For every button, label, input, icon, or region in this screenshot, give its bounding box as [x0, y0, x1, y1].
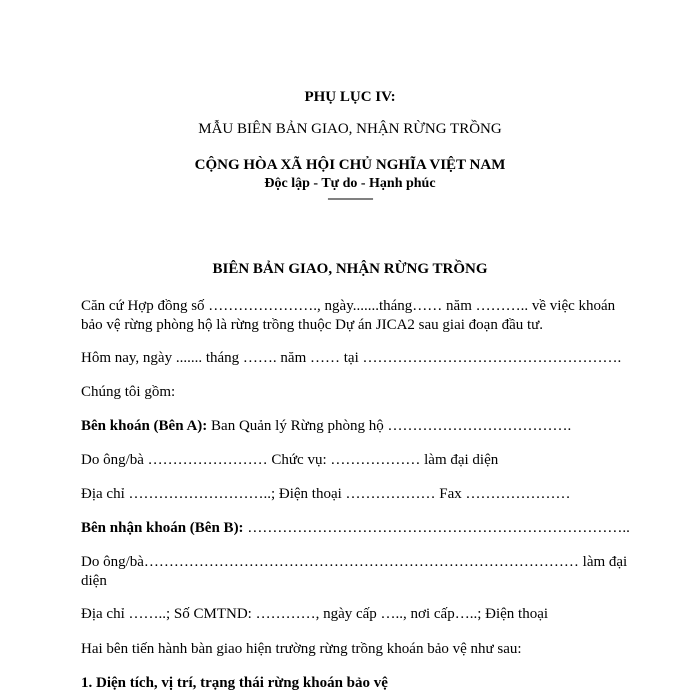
party-a-address: Địa chỉ ………………………..; Điện thoại ……………… Fax ………………… [81, 486, 571, 502]
national-motto: Độc lập - Tự do - Hạnh phúc [264, 176, 436, 191]
handover-intro: Hai bên tiến hành bàn giao hiện trường rừng trồng khoán bảo vệ như sau: [81, 641, 522, 657]
party-b-line [81, 519, 630, 537]
attendees-intro: Chúng tôi gồm: [81, 384, 176, 400]
document-title: BIÊN BẢN GIAO, NHẬN RỪNG TRỒNG [212, 261, 488, 277]
basis-line-1: Căn cứ Hợp đồng số …………………., ngày.......tháng…… năm ……….. về việc khoán [81, 298, 616, 314]
party-b-representative-line-1: Do ông/bà…………………………………………………………………………… làm đại [81, 554, 628, 570]
party-a-line [81, 417, 571, 435]
party-a-representative: Do ông/bà …………………… Chức vụ: ……………… làm đại diện [81, 452, 499, 468]
header-divider: --------------- [327, 191, 373, 205]
section-1-heading: 1. Diện tích, vị trí, trạng thái rừng khoán bảo vệ [81, 675, 388, 691]
party-b-representative-line-2: diện [81, 573, 107, 589]
party-b-value: ………………………………………………………………….. [243, 520, 630, 536]
party-a-value: Ban Quản lý Rừng phòng hộ ………………………………. [207, 418, 572, 434]
basis-line-2: bảo vệ rừng phòng hộ là rừng trồng thuộc Dự án JICA2 sau giai đoạn đầu tư. [81, 317, 544, 333]
party-b-label: Bên nhận khoán (Bên B): [81, 520, 244, 536]
form-title: MẪU BIÊN BẢN GIAO, NHẬN RỪNG TRỒNG [198, 121, 502, 137]
national-title: CỘNG HÒA XÃ HỘI CHỦ NGHĨA VIỆT NAM [194, 157, 506, 173]
party-b-address: Địa chỉ ……..; Số CMTND: …………, ngày cấp ….., nơi cấp…..; Điện thoại [81, 606, 549, 622]
meeting-date-place: Hôm nay, ngày ....... tháng ……. năm …… tại ……………………………………………. [81, 350, 622, 366]
party-a-label: Bên khoán (Bên A): [81, 418, 208, 434]
appendix-title: PHỤ LỤC IV: [304, 89, 396, 105]
